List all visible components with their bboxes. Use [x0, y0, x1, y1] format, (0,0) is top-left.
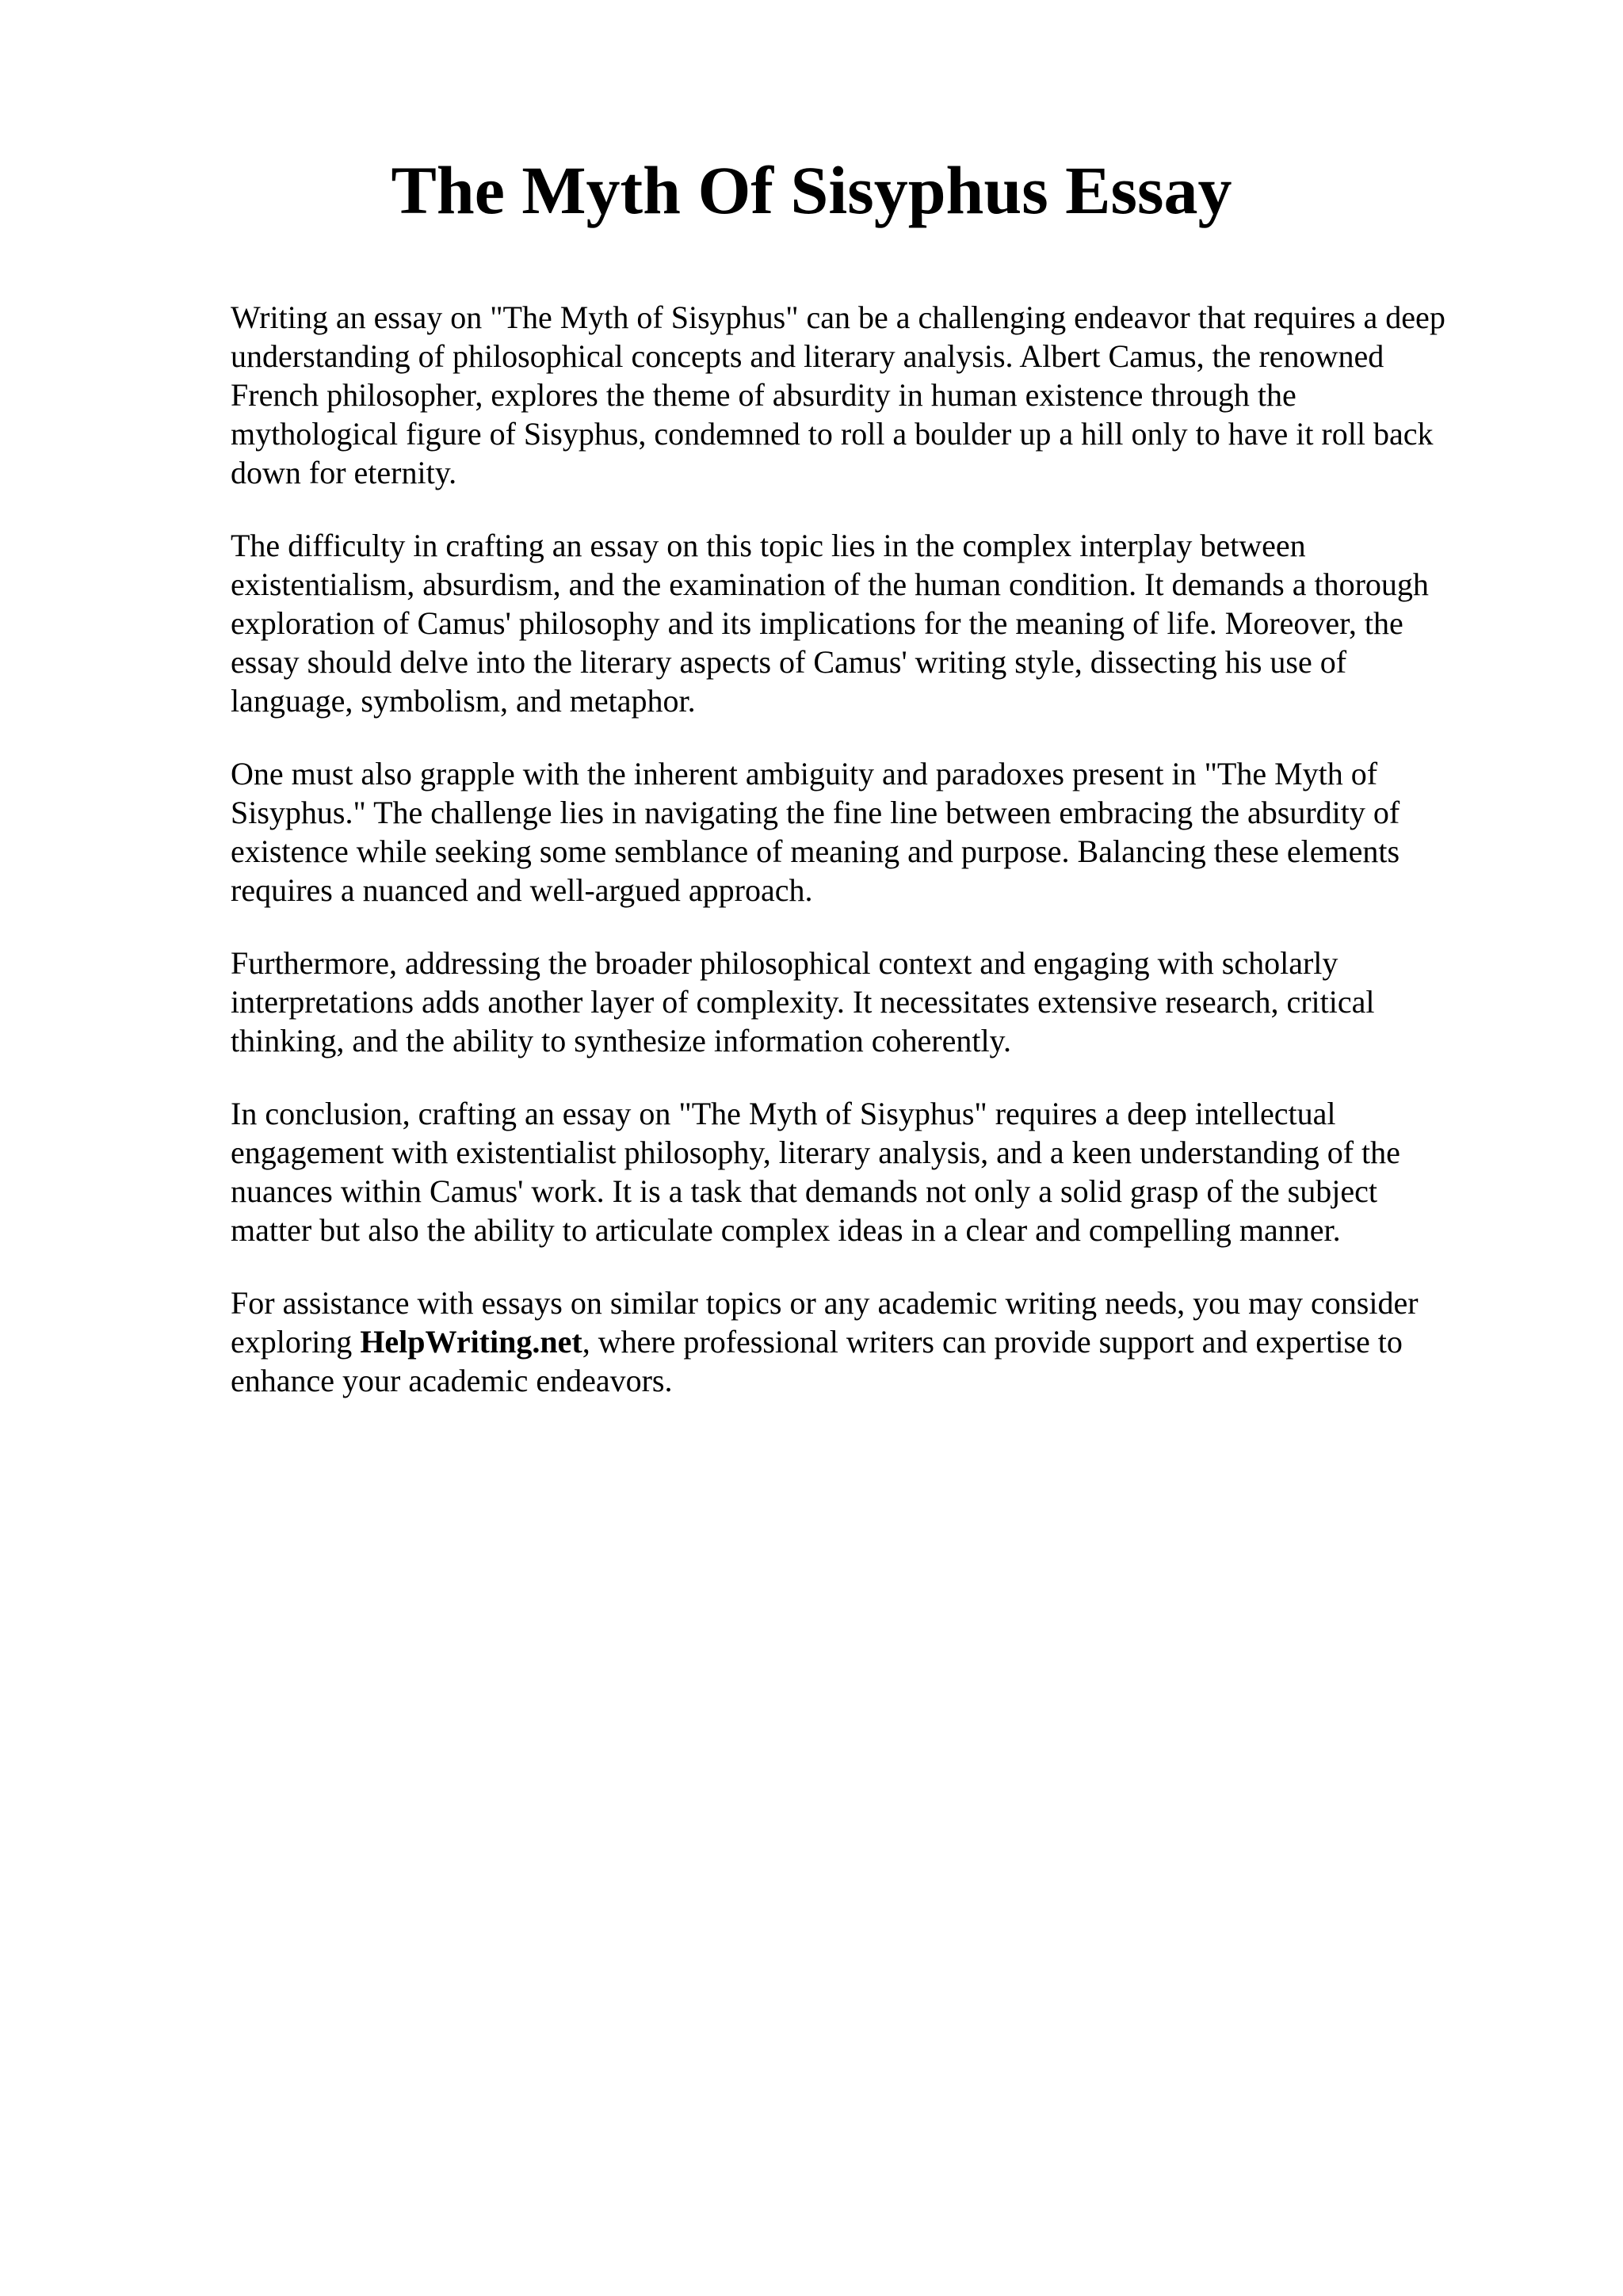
paragraph-5	[231, 1094, 1491, 1249]
paragraph-line: thinking, and the ability to synthesize information coherently.	[231, 1023, 1011, 1058]
paragraph-line: One must also grapple with the inherent ambiguity and paradoxes present in "The Myth of	[231, 756, 1378, 791]
paragraph-line: language, symbolism, and metaphor.	[231, 683, 696, 719]
paragraph-2	[231, 526, 1491, 720]
paragraph-line: mythological figure of Sisyphus, condemned to roll a boulder up a hill only to have it roll back	[231, 416, 1434, 452]
paragraph-line: French philosopher, explores the theme of absurdity in human existence through the	[231, 377, 1296, 413]
paragraph-line: requires a nuanced and well-argued approach.	[231, 872, 813, 908]
paragraph-line: nuances within Camus' work. It is a task that demands not only a solid grasp of the subject	[231, 1173, 1377, 1209]
paragraph-line: matter but also the ability to articulate complex ideas in a clear and compelling manner.	[231, 1212, 1341, 1248]
paragraph-line: essay should delve into the literary aspects of Camus' writing style, dissecting his use of	[231, 644, 1347, 680]
paragraph-line: engagement with existentialist philosophy, literary analysis, and a keen understanding of the	[231, 1135, 1400, 1170]
paragraph-line: down for eternity.	[231, 455, 457, 490]
paragraph-line: enhance your academic endeavors.	[231, 1363, 673, 1398]
paragraph-line: In conclusion, crafting an essay on "The Myth of Sisyphus" requires a deep intellectual	[231, 1096, 1336, 1131]
paragraph-line: Sisyphus." The challenge lies in navigating the fine line between embracing the absurdity of	[231, 795, 1400, 830]
paragraph-line-with-link	[231, 1322, 1491, 1361]
line-text-before-link: exploring	[231, 1324, 361, 1360]
paragraph-line: The difficulty in crafting an essay on this topic lies in the complex interplay between	[231, 528, 1306, 563]
paragraph-line: existence while seeking some semblance of meaning and purpose. Balancing these elements	[231, 833, 1400, 869]
helpwriting-link[interactable]: HelpWriting.net	[360, 1324, 582, 1360]
paragraph-line: Writing an essay on "The Myth of Sisyphus" can be a challenging endeavor that requires a deep	[231, 299, 1445, 335]
paragraph-line: For assistance with essays on similar topics or any academic writing needs, you may consider	[231, 1285, 1419, 1321]
line-text-after-link: , where professional writers can provide support and expertise to	[582, 1324, 1403, 1360]
paragraph-4	[231, 944, 1491, 1060]
paragraph-1	[231, 298, 1491, 492]
paragraph-line: interpretations adds another layer of complexity. It necessitates extensive research, critical	[231, 984, 1375, 1020]
paragraph-3	[231, 754, 1491, 910]
paragraph-line: Furthermore, addressing the broader philosophical context and engaging with scholarly	[231, 945, 1338, 981]
paragraph-line: exploration of Camus' philosophy and its implications for the meaning of life. Moreover, the	[231, 605, 1403, 641]
document-body	[231, 298, 1491, 1434]
paragraph-6	[231, 1283, 1491, 1400]
paragraph-line: understanding of philosophical concepts and literary analysis. Albert Camus, the renowned	[231, 338, 1384, 374]
page-title: The Myth Of Sisyphus Essay	[391, 152, 1232, 228]
paragraph-line: existentialism, absurdism, and the examination of the human condition. It demands a thorough	[231, 566, 1429, 602]
